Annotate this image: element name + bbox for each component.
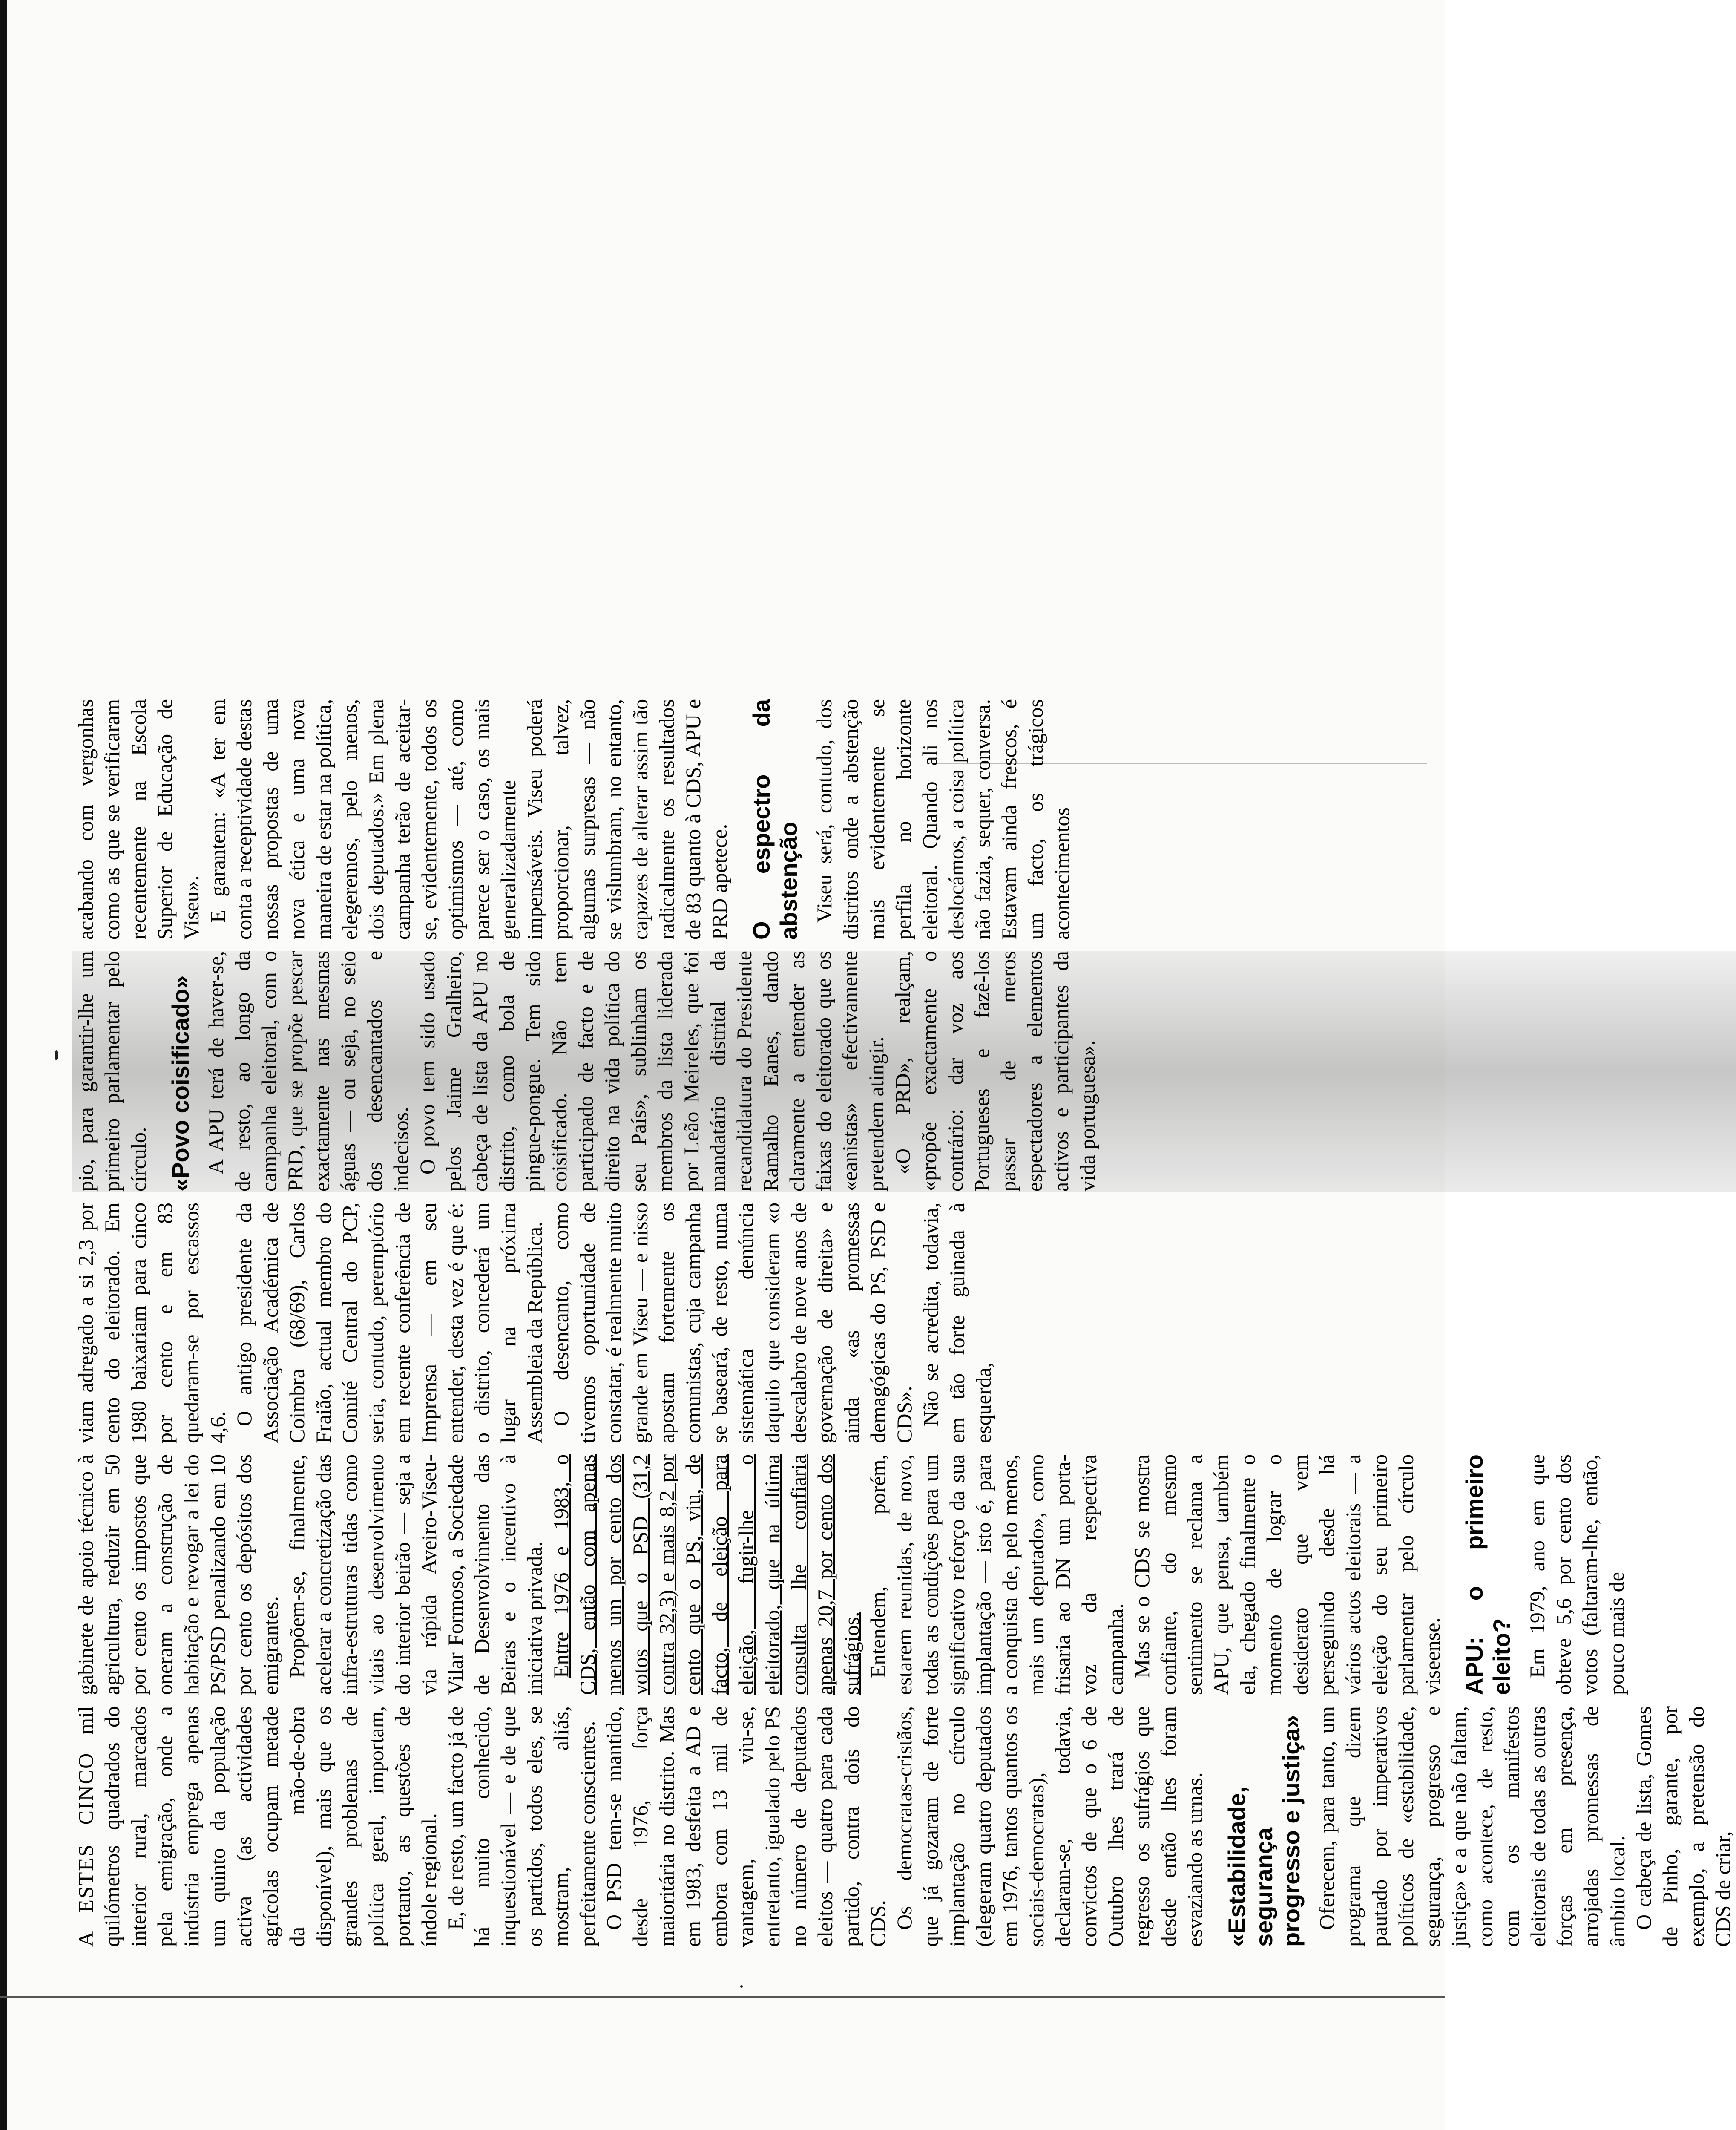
subheading: «Estabilidade, segurança progresso e justiça» [1223, 1715, 1305, 1947]
subheading: «Povo coisificado» [167, 975, 194, 1192]
paragraph: A APU terá de haver-se, de resto, ao longo da campanha eleitoral, com o PRD, que se propõe pescar exactamente nas mesmas águas — ou seja, no seio dos desencantados e indecisos. [204, 951, 413, 1192]
paragraph: O povo tem sido usado pelos Jaime Gralheiro, cabeça de lista da APU no distrito, como bola de pingue-pongue. Tem sido coisificado. Não tem participado de facto e de direito na vida política do seu País», sublinham os membros da lista liderada por Leão Meireles, que foi mandatário distrital da recandidatura do Presidente Ramalho Eanes, dando claramente a entender as faixas do eleitorado que os «eanistas» efectivamente pretendem atingir. [415, 951, 888, 1192]
paragraph-text: mil quilómetros quadrados do interior rural, marcados pela emigração, onde a indústria emprega apenas um quinto da população activa (as actividades agrícolas ocupam metade da mão-de-obra disponível), mais que os grandes problemas de política geral, importam, portanto, as questões de índole regional. [74, 1706, 441, 1947]
paragraph: O desencanto, como tivemos oportunidade de constatar, é realmente muito grande em Viseu — e nisso apostam fortemente os comunistas, cuja campanha se baseará, de resto, numa sistemática denúncia daquilo que consideram «o descalabro de nove anos de governação de direita» e ainda «as promessas demagógicas do PS, PSD e CDS». [549, 1203, 916, 1443]
scan-speck [55, 1050, 58, 1060]
paragraph: gabinete de apoio técnico à agricultura, reduzir em 50 por cento os impostos que oneram a construção de habitação e revogar a lei do PS/PSD penalizando em 10 por cento os depósitos dos emigrantes. [74, 1454, 282, 1695]
paragraph: «O PRD», realçam, «propõe exactamente o contrário: dar voz aos Portugueses e fazê-los passar de meros espectadores a elementos activos e participantes da vida portuguesa». [891, 951, 1099, 1192]
article-column-5 [72, 699, 1736, 940]
article-column-1 [72, 1706, 1736, 1947]
paragraph: O antigo presidente da Associação Académica de Coimbra (68/69), Carlos Fraião, actual membro do Comité Central do PCP, seria, contudo, peremptório em recente conferência de Imprensa — em seu entender, desta vez é que é: o distrito, concederá um lugar na próxima Assembleia da República. [232, 1203, 546, 1443]
blank-page-area [72, 447, 1736, 688]
paragraph: Entre 1976 e 1983, o CDS, então com apenas menos um por cento dos votos que o PSD (31,2 contra 32,3) e mais 8,2 por cento que o PS, viu, de facto, de eleição para eleição, fugir-lhe o eleitorado, que na última consulta lhe confiaria apenas 20,7 por cento dos sufrágios. [549, 1454, 863, 1695]
paragraph: acabando com vergonhas como as que se verificaram recentemente na Escola Superior de Educação de Viseu». [74, 699, 203, 940]
article-body [72, 447, 1735, 1947]
paragraph [72, 1706, 442, 1947]
paragraph: Mas se o CDS se mostra confiante, do mesmo sentimento se reclama a APU, que pensa, também ela, chegado finalmente o momento de lograr o desiderato que vem perseguindo desde há vários actos eleitorais — a eleição do seu primeiro parlamentar pelo círculo viseense. [1130, 1454, 1444, 1695]
paragraph: O PSD tem-se mantido, desde 1976, força maioritária no distrito. Mas em 1983, desfeita a AD e embora com 13 mil de vantagem, viu-se, entretanto, igualado pelo PS no número de deputados eleitos — quatro para cada partido, contra dois do CDS. [602, 1706, 890, 1947]
paragraph: Viseu será, contudo, dos distritos onde a abstenção mais evidentemente se perfila no horizonte eleitoral. Quando ali nos deslocámos, a coisa política não fazia, sequer, conversa. Estavam ainda frescos, é um facto, os trágicos acontecimentos [812, 699, 1074, 940]
article-column-4 [72, 951, 1736, 1192]
paragraph: Entendem, porém, estarem reunidas, de novo, todas as condições para um significativo reforço da sua implantação — isto é, para a conquista de, pelo menos, mais um deputado», como frisaria ao DN um porta-voz da respectiva campanha. [866, 1454, 1127, 1695]
paragraph: Os democratas-cristãos, que já gozaram de forte implantação no círculo (elegeram quatro deputados em 1976, tantos quantos os sociais-democratas), declaram-se, todavia, convictos de que o 6 de Outubro lhes trará de regresso os sufrágios que desde então lhes foram esvaziando as urnas. [892, 1706, 1207, 1947]
subheading: APU: o primeiro eleito? [1461, 1454, 1515, 1695]
article-column-3 [72, 1203, 1736, 1443]
article-column-2 [72, 1454, 1736, 1695]
paragraph: E garantem: «A ter em conta a receptividade destas nossas propostas de uma nova ética e uma nova maneira de estar na política, elegeremos, pelo menos, dois deputados.» Em plena campanha terão de aceitar-se, evidentemente, todos os optimismos — até, como parece ser o caso, os mais generalizadamente impensáveis. Viseu poderá proporcionar, talvez, algumas surpresas — não se vislumbram, no entanto, capazes de alterar assim tão radicalmente os resultados de 83 quanto à CDS, APU e PRD apetece. [206, 699, 731, 940]
paragraph: Oferecem, para tanto, um programa que dizem pautado por imperativos políticos de «estabilidade, segurança, progresso e justiça» e a que não faltam, como acontece, de resto, com os manifestos eleitorais de todas as outras forças em presença, arrojadas promessas de âmbito local. [1315, 1706, 1629, 1947]
subheading: O espectro da abstenção [748, 699, 802, 940]
paragraph: Não se acredita, todavia, em tão forte guinada à esquerda, [919, 1203, 995, 1443]
paragraph: Propõem-se, finalmente, acelerar a concretização das infra-estruturas tidas como vitais ao desenvolvimento do interior beirão — seja a via rápida Aveiro-Viseu-Vilar Formoso, a Sociedade de Desenvolvimento das Beiras e o incentivo à iniciativa privada. [285, 1454, 546, 1695]
paragraph: viam adregado a si 2,3 por cento do eleitorado. Em 1980 baixariam para cinco por cento e em 83 quedaram-se por escassos 4,6. [74, 1203, 230, 1443]
left-page-border [0, 0, 7, 2130]
paragraph: pio, para garantir-lhe um primeiro parlamentar pelo círculo. [74, 951, 150, 1192]
lead-word: A ESTES CINCO [74, 1752, 98, 1947]
scan-speck [740, 1985, 743, 1988]
paragraph: E, de resto, um facto já de há muito conhecido, inquestionável — e de que os partidos, todos eles, se mostram, aliás, perfeitamente conscientes. [443, 1706, 599, 1947]
paragraph: O cabeça de lista, Gomes de Pinho, garante, por exemplo, a pretensão do CDS de criar, [1632, 1706, 1735, 1947]
paragraph: Em 1979, ano em que obteve 5,6 por cento dos votos (faltaram-lhe, então, pouco mais de [1525, 1454, 1628, 1695]
bottom-fold-line [0, 1996, 1445, 1998]
